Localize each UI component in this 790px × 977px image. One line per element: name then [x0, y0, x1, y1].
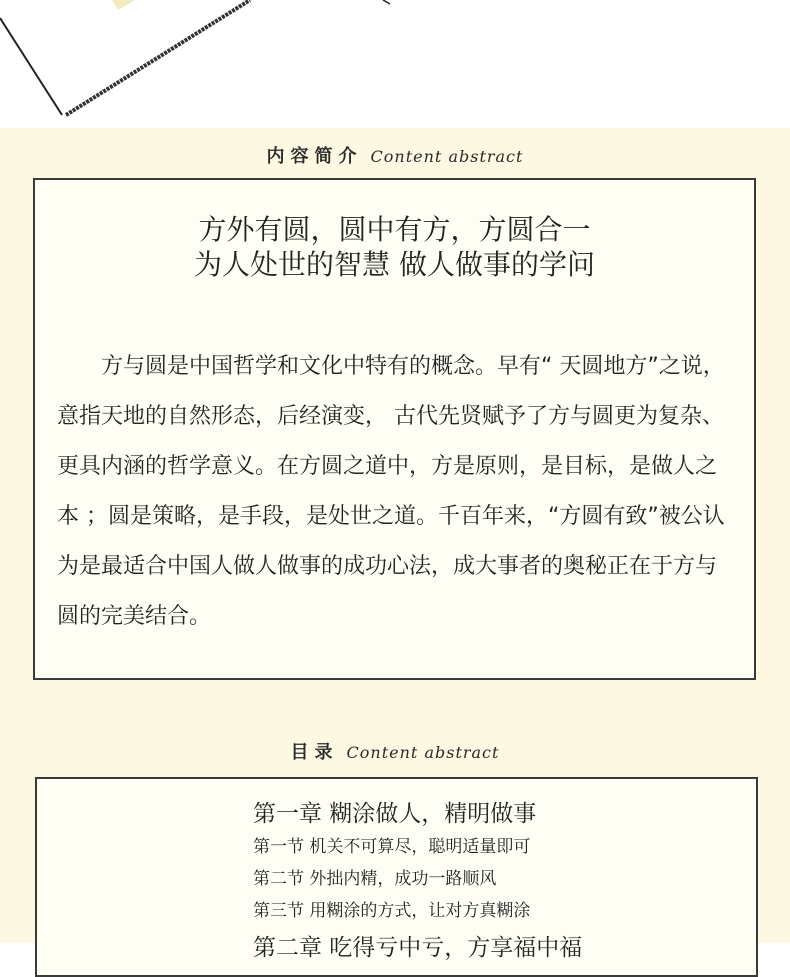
toc-box — [35, 777, 758, 977]
frame-corner-illustration — [0, 0, 790, 128]
abstract-paragraph: 方与圆是中国哲学和文化中特有的概念。早有“ 天圆地方”之说，意指天地的自然形态，后经演变， 古代先贤赋予了方与圆更为复杂、更具内涵的哲学意义。在方圆之道中，方是原则，是目标，是做人之本 ；圆是策略，是手段，是处世之道。千百年来，“方圆有致”被公认为是最适合中国人做人做事的成功心法，成大事者的奥秘正在于方与圆的完美结合。 — [57, 354, 725, 629]
toc-list — [253, 797, 733, 965]
toc-title-cn: 目录 — [290, 742, 339, 763]
abstract-title-cn: 内容简介 — [266, 146, 363, 167]
toc-chapter-1: 第一章 糊涂做人，精明做事 — [253, 801, 537, 827]
toc-chapter-2: 第二章 吃得亏中亏，方享福中福 — [253, 935, 583, 961]
abstract-section-title — [0, 142, 790, 168]
abstract-headline-2: 为人处世的智慧 做人做事的学问 — [194, 248, 595, 281]
abstract-headline-1: 方外有圆，圆中有方，方圆合一 — [198, 213, 591, 246]
toc-section-item: 第一节 机关不可算尽，聪明适量即可 — [253, 837, 531, 857]
toc-title-en: Content abstract — [346, 743, 500, 762]
top-image-area — [0, 0, 790, 128]
toc-section-item: 第三节 用糊涂的方式，让对方真糊涂 — [253, 901, 531, 921]
abstract-body — [57, 342, 735, 642]
toc-section-title — [0, 738, 790, 764]
abstract-box — [33, 178, 756, 680]
toc-section-item: 第二节 外拙内精，成功一路顺风 — [253, 869, 497, 889]
abstract-title-en: Content abstract — [370, 147, 524, 166]
